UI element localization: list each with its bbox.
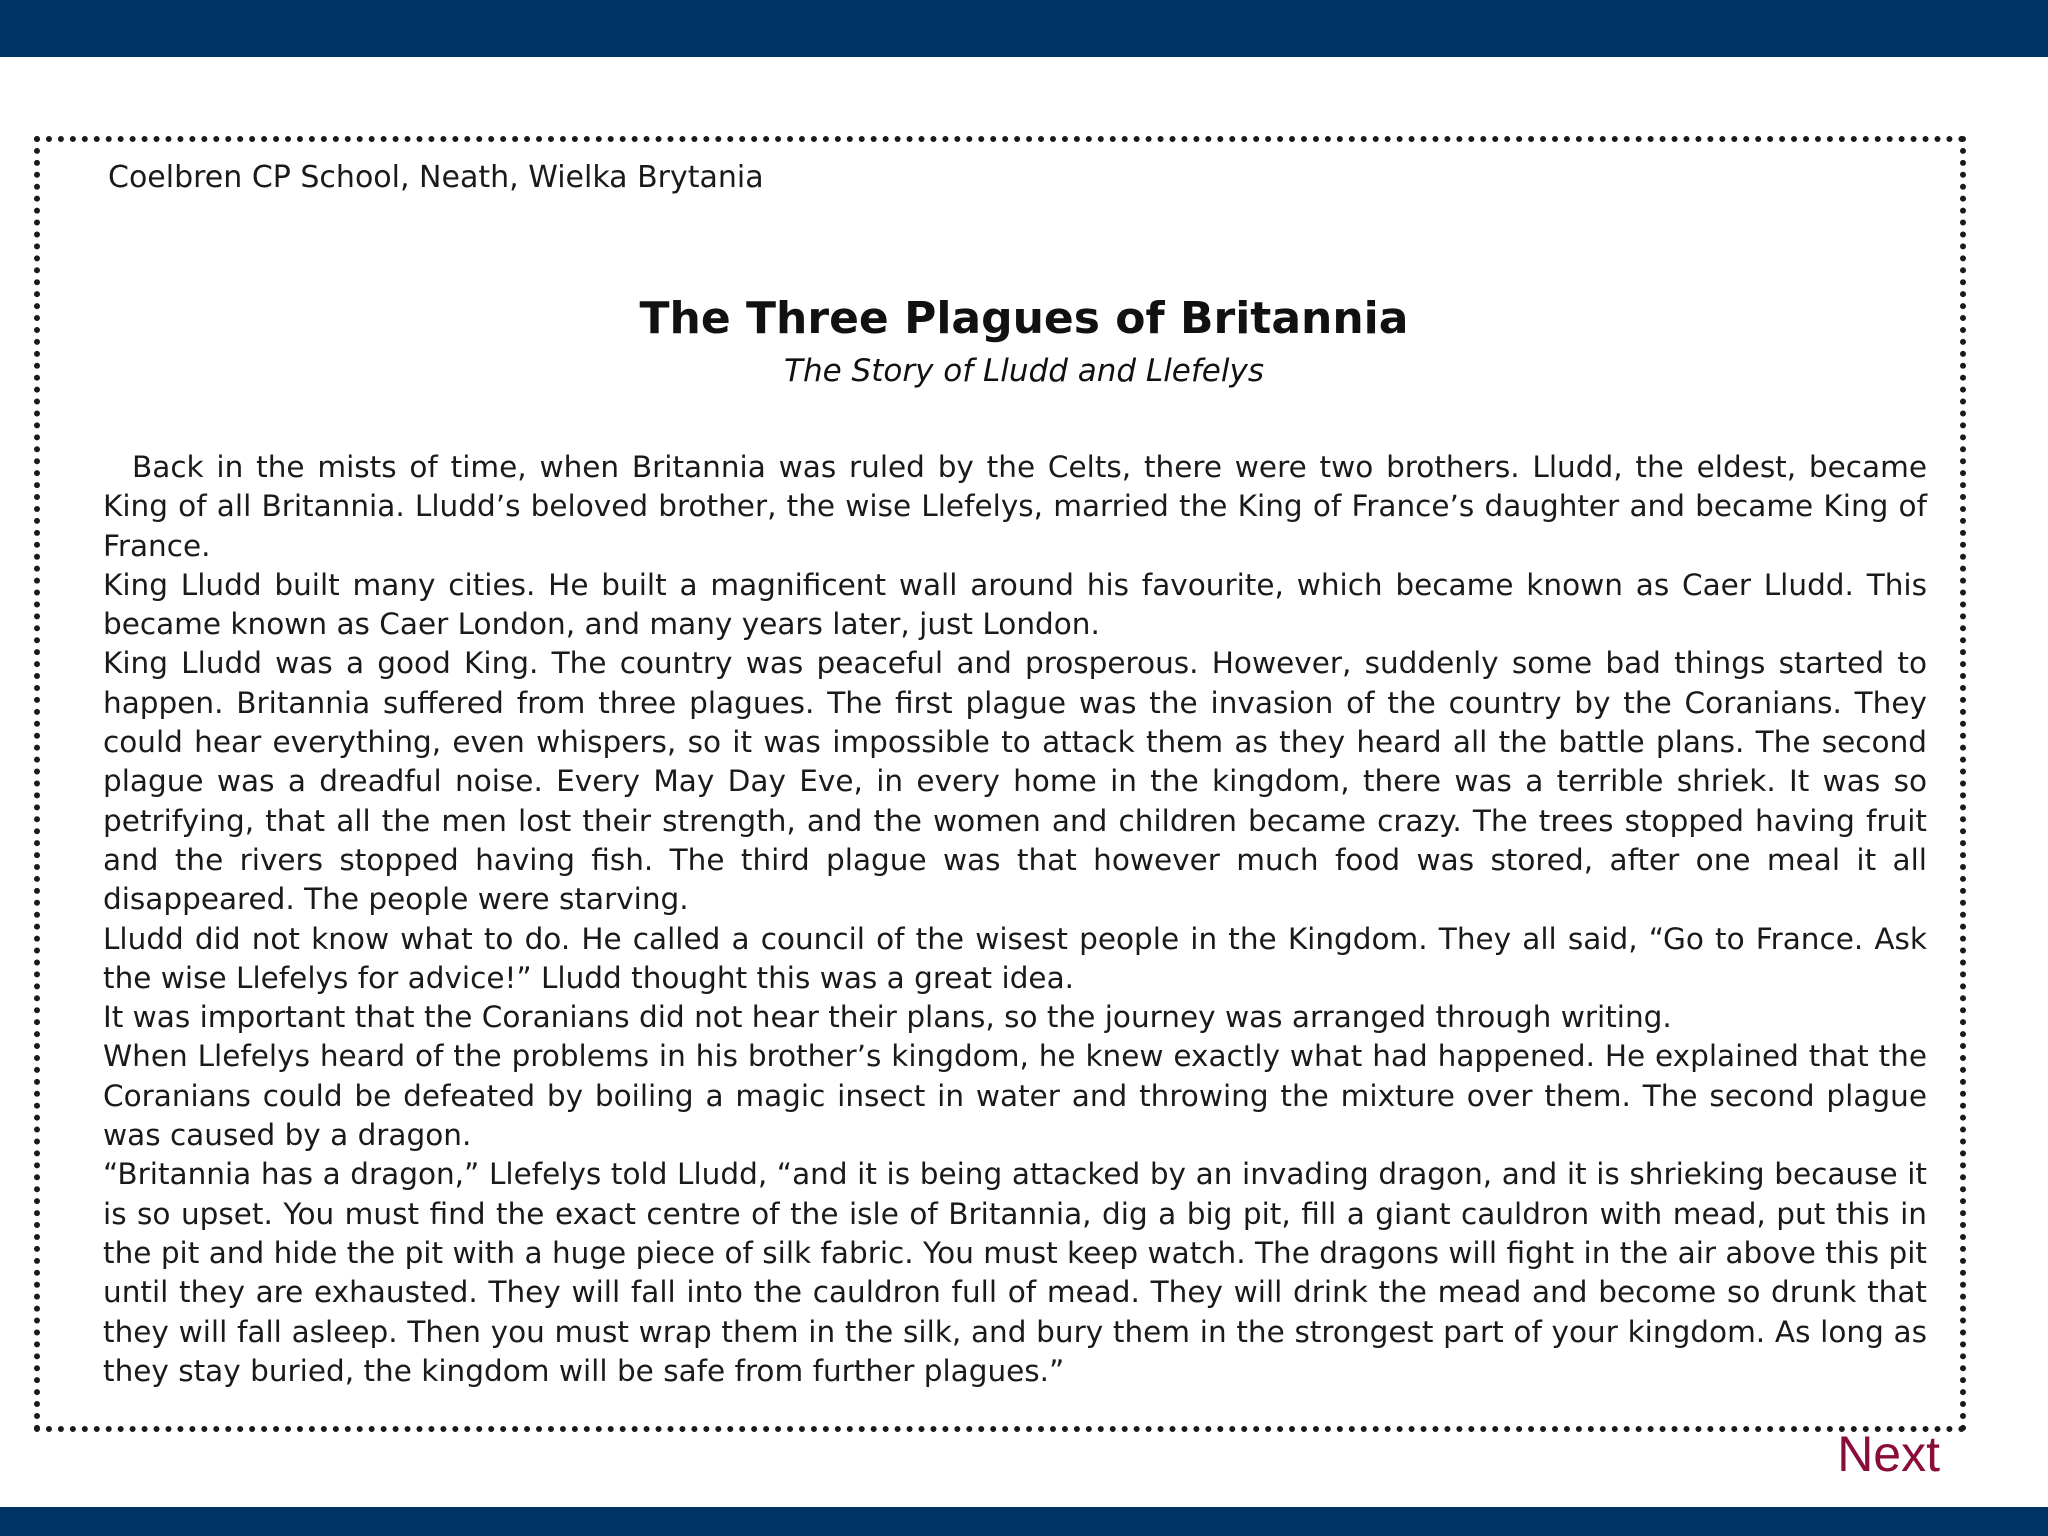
story-paragraph: When Llefelys heard of the problems in his brother’s kingdom, he knew exactly what had happened. He explained that the Coranians could be defeated by boiling a magic insect in water and throwing the mixture over them. The second plague was caused by a dragon.: [103, 1039, 1927, 1153]
story-body: [103, 448, 1927, 1391]
story-title: The Three Plagues of Britannia: [639, 293, 1409, 344]
bottom-banner: [0, 1507, 2048, 1536]
story-subtitle: The Story of Lludd and Llefelys: [784, 353, 1264, 389]
story-paragraph: It was important that the Coranians did not hear their plans, so the journey was arranged through writing.: [103, 1000, 1672, 1035]
story-paragraph: Lludd did not know what to do. He called a council of the wisest people in the Kingdom. They all said, “Go to France. Ask the wise Llefelys for advice!” Lludd thought this was a great idea.: [103, 921, 1927, 995]
top-banner: [0, 0, 2048, 57]
story-paragraph: King Lludd was a good King. The country was peaceful and prosperous. However, suddenly some bad things started to happen. Britannia suffered from three plagues. The first plague was the invasion of the country by the Coranians. They could hear everything, even whispers, so it was impossible to attack them as they heard all the battle plans. The second plague was a dreadful noise. Every May Day Eve, in every home in the kingdom, there was a terrible shriek. It was so petrifying, that all the men lost their strength, and the women and children became crazy. The trees stopped having fruit and the rivers stopped having fish. The third plague was that however much food was stored, after one meal it all disappeared. The people were starving.: [103, 646, 1927, 917]
story-paragraph: Back in the mists of time, when Britannia was ruled by the Celts, there were two brothers. Lludd, the eldest, became King of all Britannia. Lludd’s beloved brother, the wise Llefelys, married the King of France’s daughter and became King of France.: [103, 450, 1927, 563]
next-button[interactable]: Next: [1837, 1426, 1940, 1482]
story-paragraph: “Britannia has a dragon,” Llefelys told Lludd, “and it is being attacked by an invading dragon, and it is shrieking because it is so upset. You must find the exact centre of the isle of Britannia, dig a big pit, fill a giant cauldron with mead, put this in the pit and hide the pit with a huge piece of silk fabric. You must keep watch. The dragons will fight in the air above this pit until they are exhausted. They will fall into the cauldron full of mead. They will drink the mead and become so drunk that they will fall asleep. Then you must wrap them in the silk, and bury them in the strongest part of your kingdom. As long as they stay buried, the kingdom will be safe from further plagues.”: [103, 1157, 1927, 1388]
story-paragraph: King Lludd built many cities. He built a magnificent wall around his favourite, which became known as Caer Lludd. This became known as Caer London, and many years later, just London.: [103, 567, 1927, 642]
school-caption: Coelbren CP School, Neath, Wielka Brytania: [108, 160, 764, 195]
